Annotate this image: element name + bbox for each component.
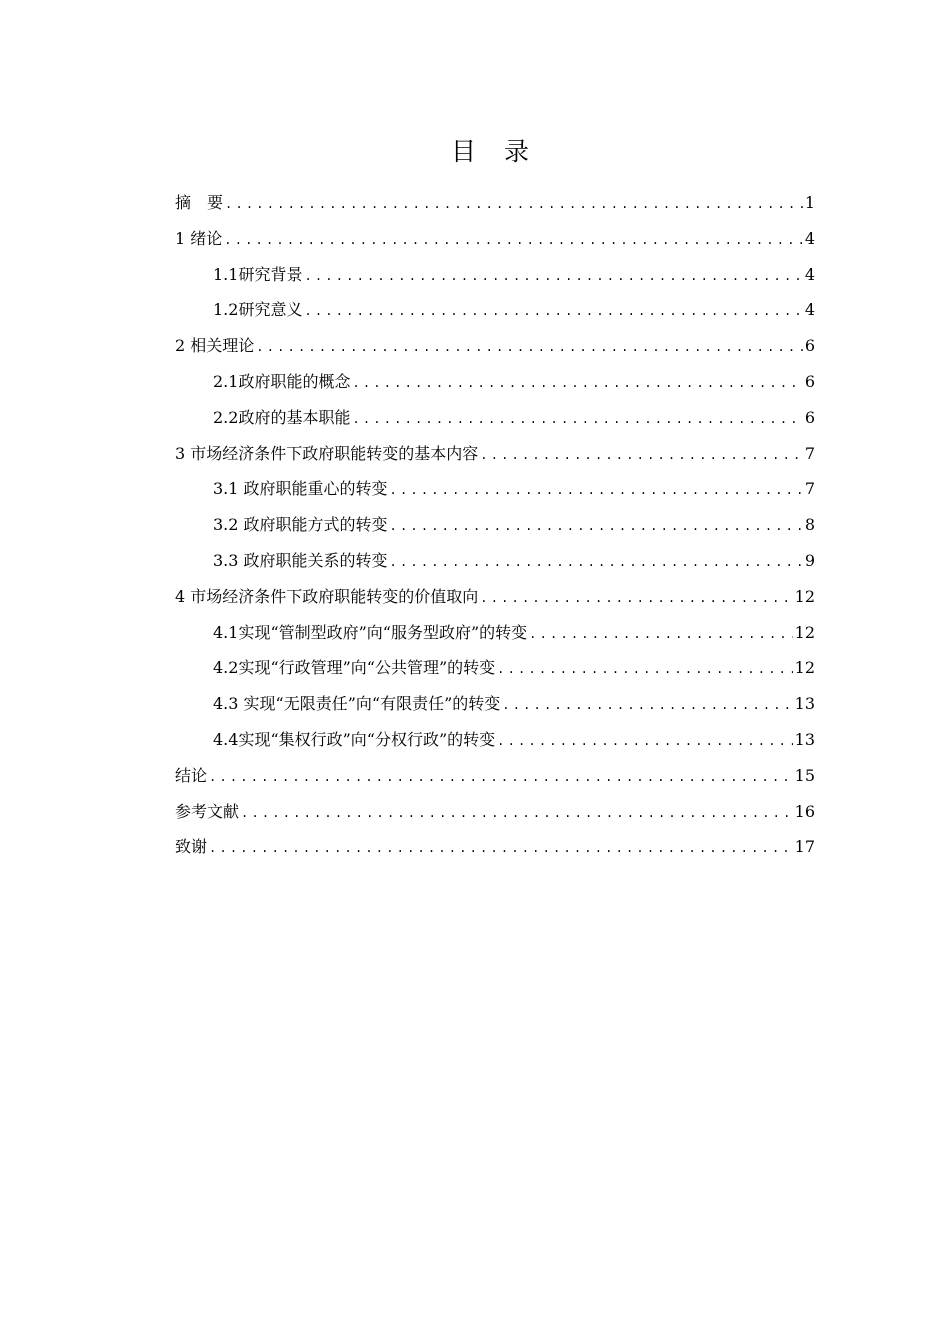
toc-leader-dots <box>529 617 792 653</box>
toc-entry[interactable] <box>175 794 815 830</box>
toc-leader-dots <box>390 545 803 581</box>
toc-entry[interactable] <box>175 221 815 257</box>
toc-entry-label: 1 绪论 <box>175 228 223 248</box>
toc-entry-page: 13 <box>794 694 815 714</box>
toc-leader-dots <box>352 366 802 402</box>
toc-entry-label: 3.3 政府职能关系的转变 <box>213 550 388 570</box>
toc-entry-page: 9 <box>804 550 815 570</box>
toc-leader-dots <box>209 831 793 867</box>
toc-entry[interactable] <box>175 364 815 400</box>
toc-entry[interactable] <box>175 829 815 865</box>
toc-entry[interactable] <box>175 579 815 615</box>
toc-entry[interactable] <box>175 185 815 221</box>
toc-entry[interactable] <box>175 722 815 758</box>
toc-entry-label: 结论 <box>175 765 208 785</box>
toc-entry[interactable] <box>175 257 815 293</box>
toc-entry-label: 3.2 政府职能方式的转变 <box>213 515 388 535</box>
toc-leader-dots <box>480 438 803 474</box>
toc-leader-dots <box>390 473 803 509</box>
toc-leader-dots <box>209 760 793 796</box>
toc-leader-dots <box>497 724 792 760</box>
toc-leader-dots <box>256 330 803 366</box>
toc-entry-label: 4.1实现“管制型政府”向“服务型政府”的转变 <box>213 622 528 642</box>
toc-entry-label: 4 市场经济条件下政府职能转变的价值取向 <box>175 586 479 606</box>
toc-entry[interactable] <box>175 471 815 507</box>
toc-leader-dots <box>390 509 803 545</box>
toc-entry[interactable] <box>175 543 815 579</box>
toc-entry-page: 1 <box>804 193 815 212</box>
toc-entry[interactable] <box>175 758 815 794</box>
toc-entry-label: 4.3 实现“无限责任”向“有限责任”的转变 <box>213 694 501 714</box>
toc-entry-label: 1.1研究背景 <box>213 264 303 284</box>
toc-leader-dots <box>352 402 802 438</box>
page-title: 目 录 <box>451 137 539 166</box>
toc-entry-page: 4 <box>804 228 815 248</box>
toc-entry[interactable] <box>175 650 815 686</box>
toc-entry-page: 12 <box>794 622 815 642</box>
toc-leader-dots <box>497 652 792 688</box>
toc-entry[interactable] <box>175 436 815 472</box>
toc-leader-dots <box>241 796 793 832</box>
toc-entry-label: 1.2研究意义 <box>213 300 303 320</box>
toc-leader-dots <box>304 259 802 295</box>
toc-entry-label: 2.2政府的基本职能 <box>213 407 351 427</box>
toc-list <box>175 185 815 865</box>
toc-entry-label: 4.2实现“行政管理”向“公共管理”的转变 <box>213 658 496 678</box>
toc-entry-page: 6 <box>804 407 815 427</box>
toc-entry-label: 3.1 政府职能重心的转变 <box>213 479 388 499</box>
toc-entry-page: 6 <box>804 336 815 356</box>
toc-leader-dots <box>502 688 792 724</box>
toc-entry-label: 摘 要 <box>175 193 224 212</box>
toc-entry-page: 15 <box>794 765 815 785</box>
toc-entry-label: 致谢 <box>175 837 208 857</box>
toc-entry-label: 参考文献 <box>175 801 240 821</box>
toc-entry-page: 17 <box>794 837 815 857</box>
toc-entry-page: 6 <box>804 371 815 391</box>
toc-leader-dots <box>480 581 792 617</box>
toc-entry-label: 2.1政府职能的概念 <box>213 371 351 391</box>
toc-entry-page: 12 <box>794 586 815 606</box>
toc-entry-label: 3 市场经济条件下政府职能转变的基本内容 <box>175 443 479 463</box>
toc-entry[interactable] <box>175 615 815 651</box>
toc-entry-page: 12 <box>794 658 815 678</box>
toc-entry-page: 16 <box>794 801 815 821</box>
toc-entry-page: 7 <box>804 443 815 463</box>
toc-entry[interactable] <box>175 292 815 328</box>
toc-entry-page: 4 <box>804 264 815 284</box>
toc-entry-label: 4.4实现“集权行政”向“分权行政”的转变 <box>213 729 496 749</box>
toc-entry-page: 13 <box>794 729 815 749</box>
toc-entry[interactable] <box>175 400 815 436</box>
toc-entry-page: 7 <box>804 479 815 499</box>
toc-entry[interactable] <box>175 507 815 543</box>
toc-entry-page: 4 <box>804 300 815 320</box>
toc-entry[interactable] <box>175 686 815 722</box>
toc-leader-dots <box>304 294 802 330</box>
toc-entry[interactable] <box>175 328 815 364</box>
toc-entry-label: 2 相关理论 <box>175 336 255 356</box>
toc-entry-page: 8 <box>804 515 815 535</box>
toc-leader-dots <box>224 223 803 259</box>
toc-leader-dots <box>225 187 803 223</box>
